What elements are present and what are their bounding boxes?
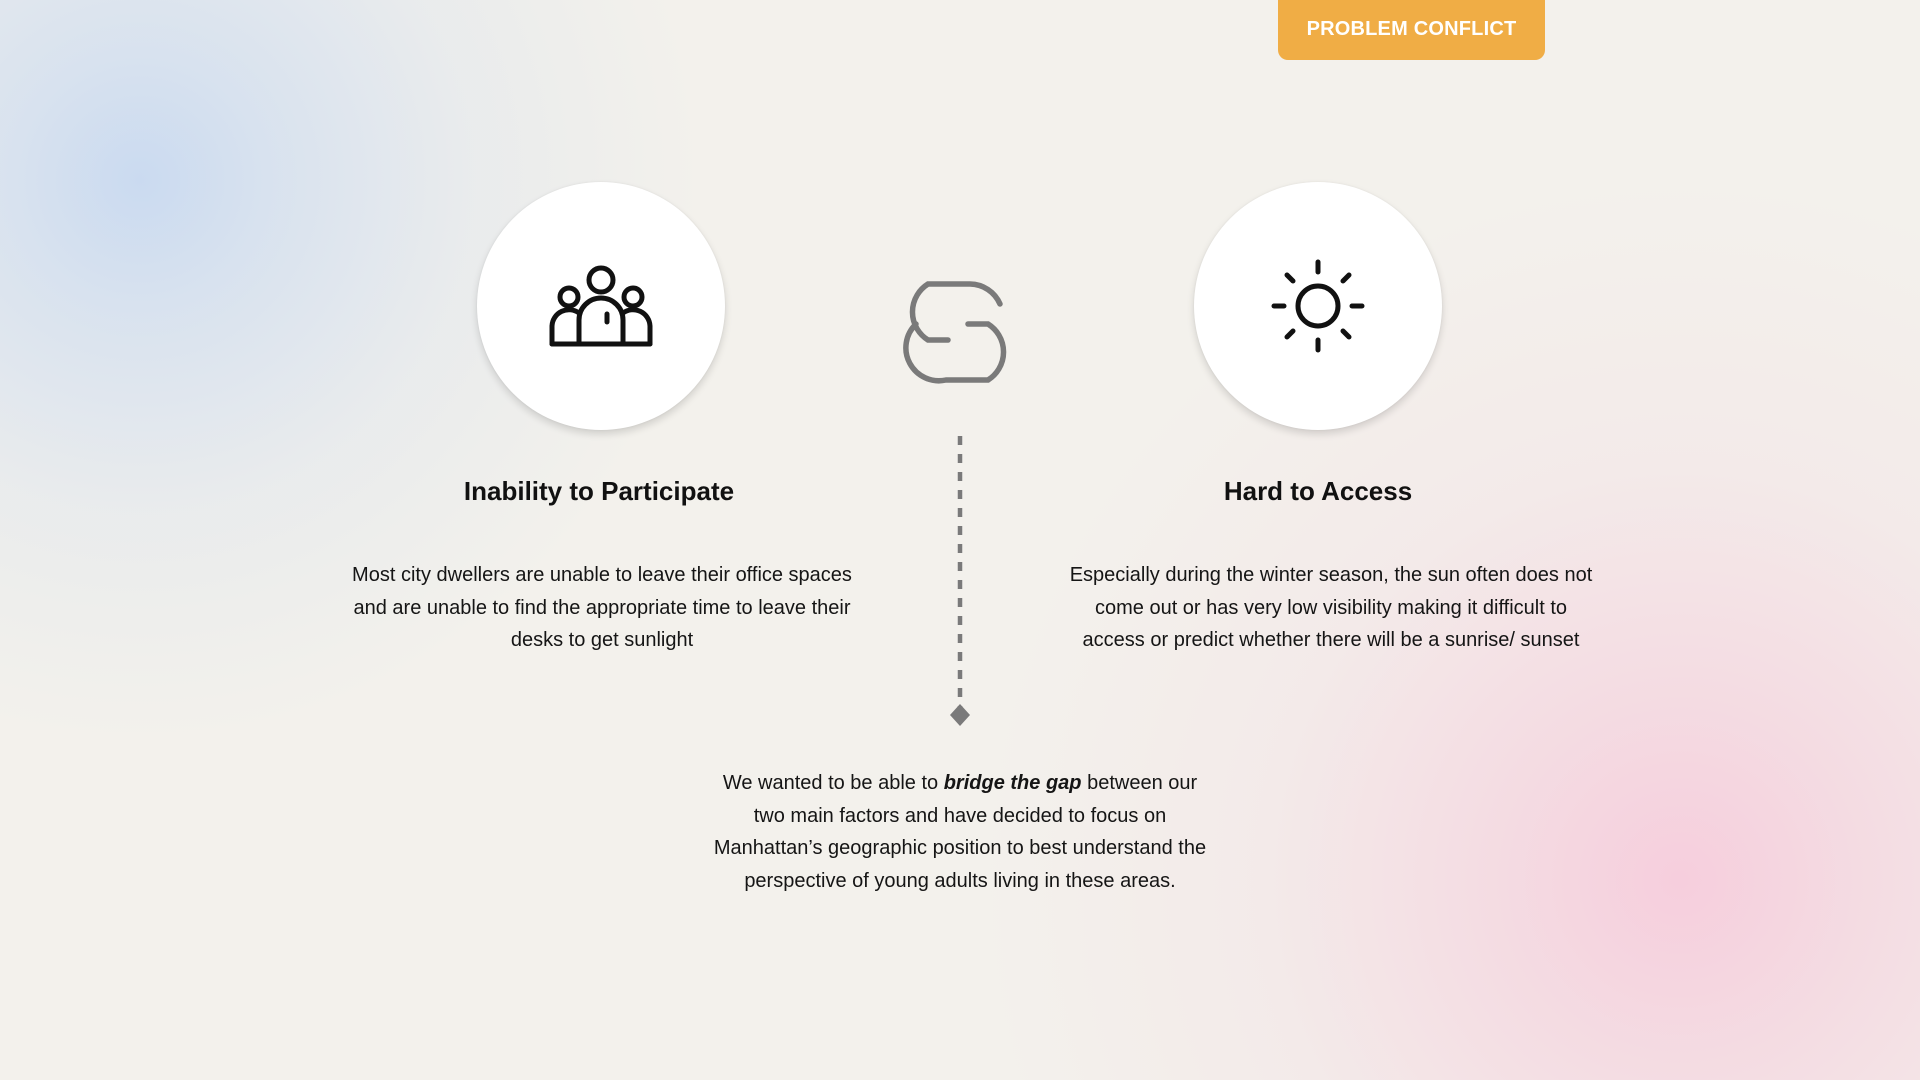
conclusion-suffix: between our two main factors and have decided to focus on Manhattan’s geographic position to best understand the perspective of young adults living in these areas.: [713, 772, 1207, 892]
inability-description: Most city dwellers are unable to leave their office spaces and are unable to find the appropriate time to leave their desks to get sunlight: [352, 564, 852, 651]
inability-title: Inability to Participate: [463, 476, 735, 506]
dashed-connector: [940, 436, 980, 728]
inability-icon-circle: [477, 182, 725, 430]
hard-to-access-description: Especially during the winter season, the sun often does not come out or has very low visibility making it difficult to access or predict whether there will be a sunrise/ sunset: [1069, 564, 1593, 651]
problem-conflict-tag: [1278, 0, 1545, 60]
group-people-icon: [549, 264, 653, 348]
diamond-marker-icon: [950, 704, 970, 726]
link-icon: [890, 280, 1026, 384]
conclusion-text: [710, 767, 1210, 897]
hard-to-access-title: Hard to Access: [1223, 476, 1413, 506]
sun-icon: [1270, 258, 1366, 354]
tag-label: PROBLEM CONFLICT: [1306, 17, 1517, 40]
conclusion-prefix: We wanted to be able to: [722, 772, 944, 794]
hard-to-access-icon-circle: [1194, 182, 1442, 430]
conclusion-emphasis: bridge the gap: [943, 772, 1082, 794]
